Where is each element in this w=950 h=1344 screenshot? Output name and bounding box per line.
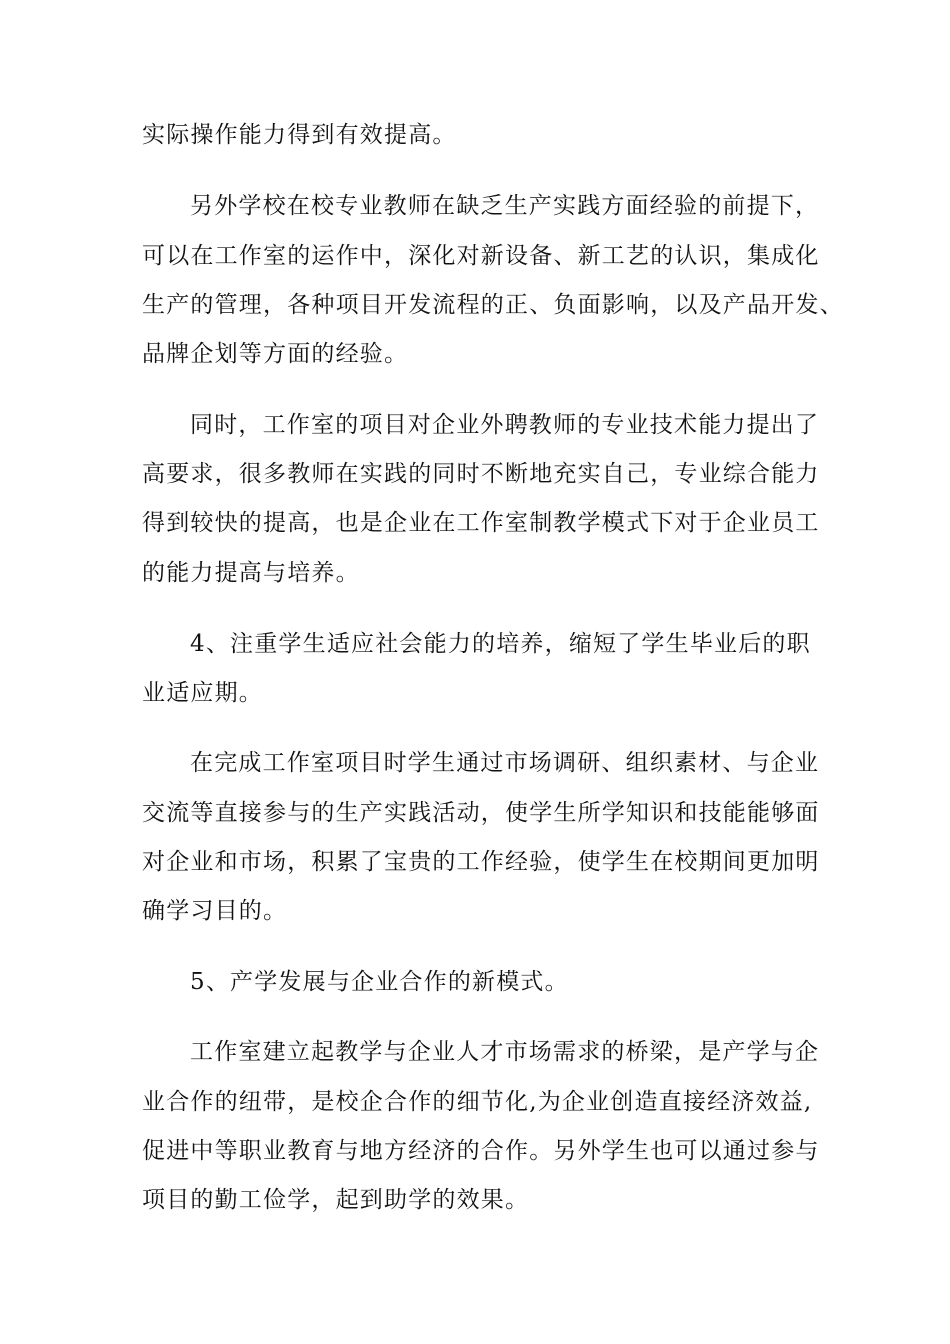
text-line: 品牌企划等方面的经验。 xyxy=(142,341,409,367)
text-line: 实际操作能力得到有效提高。 xyxy=(142,122,457,148)
text-line: 交流等直接参与的生产实践活动，使学生所学知识和技能能够面 xyxy=(142,800,820,826)
text-line: 对企业和市场，积累了宝贵的工作经验，使学生在校期间更加明 xyxy=(142,849,820,875)
text-line: 高要求，很多教师在实践的同时不断地充实自己，专业综合能力 xyxy=(142,461,820,487)
text-line: 业适应期。 xyxy=(142,680,263,706)
paragraph-first-line: 另外学校在校专业教师在缺乏生产实践方面经验的前提下， xyxy=(190,193,820,219)
section-heading-4: 4、注重学生适应社会能力的培养，缩短了学生毕业后的职 xyxy=(190,631,811,657)
text-line: 的能力提高与培养。 xyxy=(142,560,360,586)
paragraph-first-line: 在完成工作室项目时学生通过市场调研、组织素材、与企业 xyxy=(190,750,820,776)
text-line: 生产的管理，各种项目开发流程的正、负面影响，以及产品开发、 xyxy=(142,292,844,318)
paragraph-first-line: 同时，工作室的项目对企业外聘教师的专业技术能力提出了 xyxy=(190,412,820,438)
text-line: 确学习目的。 xyxy=(142,898,288,924)
section-heading-5: 5、产学发展与企业合作的新模式。 xyxy=(190,969,569,995)
text-line: 业合作的纽带，是校企合作的细节化,为企业创造直接经济效益, xyxy=(142,1089,813,1115)
text-line: 促进中等职业教育与地方经济的合作。另外学生也可以通过参与 xyxy=(142,1138,820,1164)
text-line: 得到较快的提高，也是企业在工作室制教学模式下对于企业员工 xyxy=(142,510,820,536)
text-line: 项目的勤工俭学，起到助学的效果。 xyxy=(142,1187,530,1213)
text-line: 可以在工作室的运作中，深化对新设备、新工艺的认识，集成化 xyxy=(142,243,820,269)
paragraph-first-line: 工作室建立起教学与企业人才市场需求的桥梁，是产学与企 xyxy=(190,1039,820,1065)
